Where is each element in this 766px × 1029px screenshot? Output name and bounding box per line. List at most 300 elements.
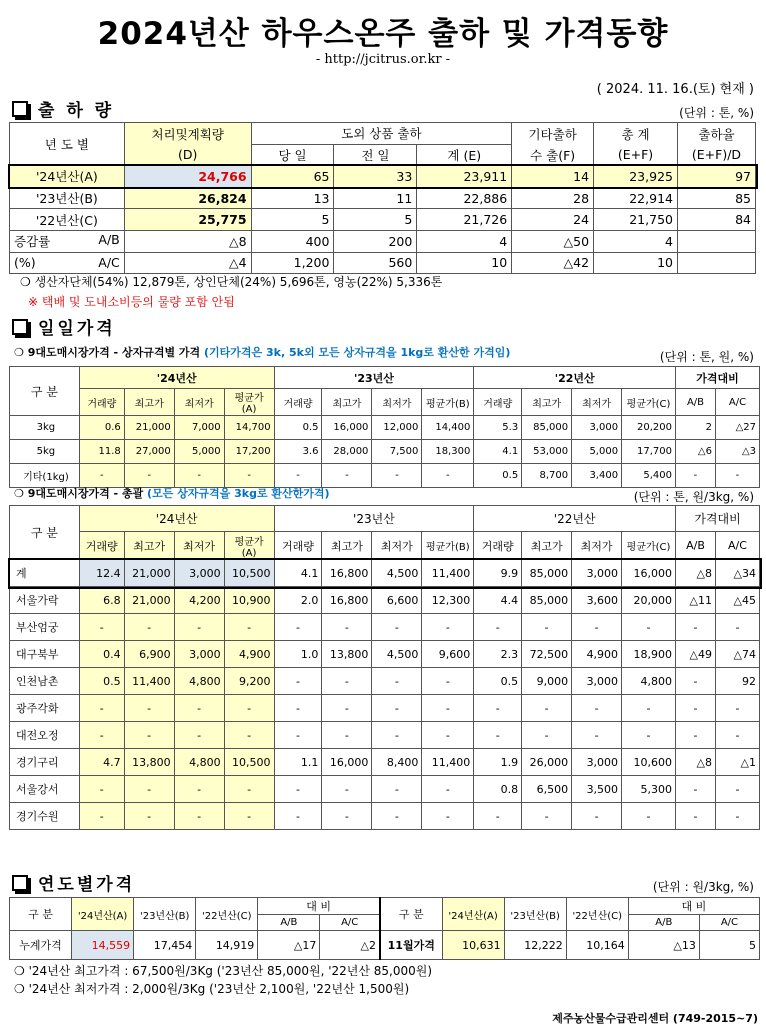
header-etc: 기타출하: [512, 123, 594, 145]
table-cell: 26,000: [522, 749, 572, 776]
table-cell: 14,700: [224, 416, 274, 440]
row-label: 11월가격: [380, 931, 442, 960]
site-url[interactable]: - http://jcitrus.or.kr -: [315, 52, 451, 67]
cell-prev: 560: [334, 252, 417, 274]
table-cell: -: [422, 668, 474, 695]
table-row: [10, 440, 760, 464]
table-cell: -: [224, 803, 274, 830]
cell-sum: 21,750: [594, 209, 678, 231]
subheading-total: [14, 485, 330, 501]
cell-c: 10,164: [566, 931, 628, 960]
table-cell: 8,400: [372, 749, 422, 776]
table-cell: -: [372, 695, 422, 722]
table-cell: 3,000: [572, 416, 622, 440]
header-ab: A/B: [676, 532, 716, 560]
table-cell: △27: [715, 416, 759, 440]
cell-b: 17,454: [134, 931, 196, 960]
table-cell: 4,800: [174, 749, 224, 776]
table-cell: -: [622, 722, 676, 749]
table-cell: -: [622, 803, 676, 830]
note-max-price: ❍ '24년산 최고가격 : 67,500원/3Kg ('23년산 85,000원, '22년산 85,000원): [14, 964, 433, 978]
table-cell: -: [572, 722, 622, 749]
table-cell: 16,800: [322, 560, 372, 587]
diff-label: 증감률: [14, 234, 51, 250]
table-row: [10, 209, 756, 231]
row-label: 경기수원: [10, 803, 80, 830]
header-y23: '23년산: [274, 506, 474, 532]
table-cell: 13,800: [124, 749, 174, 776]
table-row: [10, 230, 756, 252]
row-year: '23년산(B): [10, 187, 125, 209]
section-title: 연도별가격: [38, 875, 136, 895]
table-cell: -: [79, 722, 124, 749]
box-size-price-table: [9, 366, 760, 488]
note-excluded: ※ 택배 및 도내소비등의 물량 포함 안됨: [28, 295, 235, 309]
header-max: 최고가: [124, 532, 174, 560]
table-cell: 0.6: [79, 416, 124, 440]
market-total-table: [9, 505, 760, 830]
header-min: 최저가: [174, 389, 224, 416]
table-cell: 4.4: [474, 587, 522, 614]
cell-today: 1,200: [251, 252, 334, 274]
table-cell: -: [224, 695, 274, 722]
table-cell: 21,000: [124, 587, 174, 614]
table-cell: -: [676, 464, 716, 488]
table-cell: 4.1: [274, 560, 322, 587]
header-max: 최고가: [322, 389, 372, 416]
shipment-table: [9, 122, 756, 274]
table-row: [10, 614, 760, 641]
table-cell: △45: [715, 587, 759, 614]
table-cell: -: [174, 614, 224, 641]
table-cell: △6: [676, 440, 716, 464]
table-cell: 72,500: [522, 641, 572, 668]
cell-b: 12,222: [504, 931, 566, 960]
row-label: 누계가격: [10, 931, 72, 960]
table-row: [10, 464, 760, 488]
row-label: 5kg: [10, 440, 80, 464]
table-cell: △49: [676, 641, 716, 668]
table-cell: -: [372, 464, 422, 488]
header-min: 최저가: [572, 389, 622, 416]
row-label: 3kg: [10, 416, 80, 440]
cell-rate: [677, 252, 755, 274]
table-row: [10, 560, 760, 587]
header-cmp: 대 비: [258, 898, 380, 915]
header-cmp: 가격대비: [676, 367, 760, 389]
checkbox-square-icon: [12, 101, 28, 117]
cell-today: 13: [251, 187, 334, 209]
header-ac: A/C: [715, 389, 759, 416]
header-min: 최저가: [174, 532, 224, 560]
table-cell: 3,000: [174, 641, 224, 668]
table-cell: -: [79, 803, 124, 830]
table-cell: 12,000: [372, 416, 422, 440]
table-cell: 2.3: [474, 641, 522, 668]
subheading-box-size: [14, 344, 510, 360]
cell-a: 10,631: [442, 931, 504, 960]
table-cell: -: [522, 695, 572, 722]
table-cell: 13,800: [322, 641, 372, 668]
header-max: 최고가: [322, 532, 372, 560]
cell-etc: 28: [512, 187, 594, 209]
header-min: 최저가: [372, 532, 422, 560]
table-cell: 7,000: [174, 416, 224, 440]
table-cell: -: [174, 803, 224, 830]
cell-prev: 11: [334, 187, 417, 209]
table-cell: 16,000: [322, 416, 372, 440]
table-row: [10, 776, 760, 803]
table-cell: 4,200: [174, 587, 224, 614]
cell-prev: 33: [334, 166, 417, 188]
diff-label-cell: [10, 252, 125, 274]
row-label: 서울가락: [10, 587, 80, 614]
cell-total: 10: [417, 252, 512, 274]
table-cell: 11,400: [124, 668, 174, 695]
table-cell: -: [372, 668, 422, 695]
header-vol: 거래량: [474, 532, 522, 560]
table-cell: -: [474, 722, 522, 749]
header-cmp: 대 비: [628, 898, 759, 915]
table-cell: -: [274, 464, 322, 488]
row-label: 대구북부: [10, 641, 80, 668]
cell-etc: △50: [512, 230, 594, 252]
diff-key: A/B: [98, 232, 120, 248]
cell-rate: 97: [677, 166, 755, 188]
table-row: [10, 749, 760, 776]
table-cell: 9,200: [224, 668, 274, 695]
table-cell: 3.6: [274, 440, 322, 464]
table-cell: 4,900: [572, 641, 622, 668]
table-cell: 2.0: [274, 587, 322, 614]
table-cell: 0.5: [79, 668, 124, 695]
header-total: 계 (E): [417, 144, 512, 166]
table-cell: 27,000: [124, 440, 174, 464]
table-cell: -: [676, 722, 716, 749]
table-cell: 85,000: [522, 416, 572, 440]
table-cell: 6,900: [124, 641, 174, 668]
table-cell: △3: [715, 440, 759, 464]
table-cell: -: [124, 803, 174, 830]
row-label: 계: [10, 560, 80, 587]
table-cell: -: [522, 803, 572, 830]
table-cell: △34: [715, 560, 759, 587]
table-cell: -: [715, 803, 759, 830]
table-cell: -: [715, 776, 759, 803]
table-cell: -: [79, 695, 124, 722]
header-prev: 전 일: [334, 144, 417, 166]
table-cell: -: [572, 695, 622, 722]
table-cell: 5,300: [622, 776, 676, 803]
header-ac: A/C: [320, 915, 380, 931]
table-cell: -: [224, 464, 274, 488]
row-label: 인천남촌: [10, 668, 80, 695]
header-max: 최고가: [124, 389, 174, 416]
header-rate-sub: (E+F)/D: [677, 144, 755, 166]
table-row: [10, 803, 760, 830]
table-cell: 4,900: [224, 641, 274, 668]
cell-plan: △8: [124, 230, 251, 252]
table-cell: 3,400: [572, 464, 622, 488]
table-cell: -: [224, 776, 274, 803]
table-cell: 9.9: [474, 560, 522, 587]
table-cell: 10,500: [224, 560, 274, 587]
table-cell: -: [422, 776, 474, 803]
table-cell: -: [322, 803, 372, 830]
cell-today: 400: [251, 230, 334, 252]
table-cell: -: [274, 803, 322, 830]
header-y22: '22년산: [474, 367, 676, 389]
cell-today: 5: [251, 209, 334, 231]
table-cell: 0.8: [474, 776, 522, 803]
header-gubun: 구 분: [10, 506, 80, 560]
table-cell: 2: [676, 416, 716, 440]
table-cell: -: [322, 464, 372, 488]
table-cell: △11: [676, 587, 716, 614]
header-avg: 평균가(A): [224, 532, 274, 560]
table-cell: 16,800: [322, 587, 372, 614]
table-cell: 17,700: [622, 440, 676, 464]
table-cell: -: [372, 776, 422, 803]
header-y24: '24년산: [79, 367, 274, 389]
table-cell: -: [79, 614, 124, 641]
table-cell: -: [322, 776, 372, 803]
table-cell: 9,000: [522, 668, 572, 695]
yearly-price-table: [9, 897, 760, 960]
header-b: '23년산(B): [504, 898, 566, 931]
table-cell: -: [522, 614, 572, 641]
table-cell: 18,300: [422, 440, 474, 464]
table-cell: 7,500: [372, 440, 422, 464]
header-max: 최고가: [522, 532, 572, 560]
table-cell: 6.8: [79, 587, 124, 614]
header-avg: 평균가(B): [422, 532, 474, 560]
cell-etc: 14: [512, 166, 594, 188]
table-cell: -: [622, 614, 676, 641]
table-row: [10, 587, 760, 614]
header-ab: A/B: [628, 915, 699, 931]
header-vol: 거래량: [79, 389, 124, 416]
table-cell: 5.3: [474, 416, 522, 440]
table-row: [10, 695, 760, 722]
table-cell: -: [572, 803, 622, 830]
header-avg: 평균가(B): [422, 389, 474, 416]
subheading-note: (모든 상자규격을 3kg로 환산한가격): [147, 487, 330, 500]
table-cell: 0.5: [474, 668, 522, 695]
cell-total: 21,726: [417, 209, 512, 231]
section-daily-heading: [12, 314, 116, 339]
cell-ab: △17: [258, 931, 320, 960]
table-cell: △74: [715, 641, 759, 668]
table-cell: 4.1: [474, 440, 522, 464]
table-cell: -: [224, 614, 274, 641]
cell-sum: 10: [594, 252, 678, 274]
header-cmp: 가격대비: [676, 506, 760, 532]
header-min: 최저가: [572, 532, 622, 560]
table-cell: 16,000: [322, 749, 372, 776]
table-cell: 1.0: [274, 641, 322, 668]
table-cell: 10,900: [224, 587, 274, 614]
table-cell: -: [522, 722, 572, 749]
table-row: [10, 416, 760, 440]
section-title: 출 하 량: [38, 101, 115, 121]
table-cell: -: [174, 695, 224, 722]
table-cell: 3,600: [572, 587, 622, 614]
unit-label: (단위 : 톤, %): [679, 106, 754, 120]
table-row: [10, 931, 760, 960]
row-label: 부산엄궁: [10, 614, 80, 641]
unit-label: (단위 : 톤, 원/3kg, %): [633, 490, 754, 504]
cell-a: 14,559: [72, 931, 134, 960]
table-cell: -: [676, 803, 716, 830]
table-cell: 1.9: [474, 749, 522, 776]
cell-prev: 5: [334, 209, 417, 231]
header-c: '22년산(C): [566, 898, 628, 931]
table-cell: 0.5: [474, 464, 522, 488]
header-b: '23년산(B): [134, 898, 196, 931]
cell-total: 4: [417, 230, 512, 252]
header-c: '22년산(C): [196, 898, 258, 931]
table-cell: 21,000: [124, 416, 174, 440]
table-cell: -: [715, 722, 759, 749]
table-cell: 11,400: [422, 560, 474, 587]
header-plan: 처리및계획량: [124, 123, 251, 145]
page-title: 2024년산 하우스온주 출하 및 가격동향: [97, 16, 669, 52]
header-outside: 도외 상품 출하: [251, 123, 512, 145]
header-y24: '24년산: [79, 506, 274, 532]
header-year: 년 도 별: [10, 123, 125, 166]
footer-source: 제주농산물수급관리센터 (749-2015~7): [552, 1012, 758, 1025]
cell-plan: 25,775: [124, 209, 251, 231]
table-cell: -: [174, 464, 224, 488]
note-min-price: ❍ '24년산 최저가격 : 2,000원/3Kg ('23년산 2,100원, '22년산 1,500원): [14, 982, 410, 996]
table-cell: -: [79, 776, 124, 803]
table-cell: 85,000: [522, 587, 572, 614]
table-cell: 53,000: [522, 440, 572, 464]
table-cell: 3,500: [572, 776, 622, 803]
table-cell: 16,000: [622, 560, 676, 587]
table-cell: 6,600: [372, 587, 422, 614]
table-cell: 92: [715, 668, 759, 695]
table-row: [10, 668, 760, 695]
cell-c: 14,919: [196, 931, 258, 960]
cell-plan: 24,766: [124, 166, 251, 188]
table-cell: -: [715, 464, 759, 488]
table-cell: -: [124, 776, 174, 803]
table-cell: -: [274, 776, 322, 803]
table-cell: -: [322, 695, 372, 722]
table-cell: -: [274, 614, 322, 641]
header-a: '24년산(A): [442, 898, 504, 931]
table-row: [10, 252, 756, 274]
checkbox-square-icon: [12, 875, 28, 891]
table-cell: 12,300: [422, 587, 474, 614]
table-cell: 4,500: [372, 641, 422, 668]
subheading-text: ❍ 9대도매시장가격 - 상자규격별 가격: [14, 346, 201, 359]
table-cell: -: [124, 722, 174, 749]
table-row: [10, 722, 760, 749]
table-cell: 10,500: [224, 749, 274, 776]
table-row: [10, 641, 760, 668]
table-cell: 3,000: [174, 560, 224, 587]
table-cell: 6,500: [522, 776, 572, 803]
header-max: 최고가: [522, 389, 572, 416]
table-cell: 18,900: [622, 641, 676, 668]
table-cell: -: [124, 695, 174, 722]
header-y23: '23년산: [274, 367, 474, 389]
subheading-text: ❍ 9대도매시장가격 - 총괄: [14, 487, 144, 500]
header-y22: '22년산: [474, 506, 676, 532]
table-cell: -: [322, 614, 372, 641]
header-vol: 거래량: [79, 532, 124, 560]
header-today: 당 일: [251, 144, 334, 166]
header-gubun: 구 분: [10, 367, 80, 416]
checkbox-square-icon: [12, 319, 28, 335]
table-row: [10, 166, 756, 188]
table-cell: 5,000: [174, 440, 224, 464]
section-yearly-heading: [12, 870, 135, 895]
table-cell: -: [372, 614, 422, 641]
cell-ac: 5: [699, 931, 759, 960]
table-cell: -: [274, 722, 322, 749]
table-cell: 10,600: [622, 749, 676, 776]
header-vol: 거래량: [274, 532, 322, 560]
report-date: ( 2024. 11. 16.(토) 현재 ): [596, 82, 754, 97]
table-cell: -: [422, 464, 474, 488]
table-cell: -: [572, 614, 622, 641]
table-cell: -: [79, 464, 124, 488]
table-cell: -: [474, 614, 522, 641]
header-plan-sub: (D): [124, 144, 251, 166]
table-cell: 11,400: [422, 749, 474, 776]
table-cell: △8: [676, 560, 716, 587]
table-cell: 20,200: [622, 416, 676, 440]
table-cell: -: [676, 776, 716, 803]
cell-total: 22,886: [417, 187, 512, 209]
cell-sum: 4: [594, 230, 678, 252]
header-etc-sub: 수 출(F): [512, 144, 594, 166]
row-year: '22년산(C): [10, 209, 125, 231]
table-cell: 4.7: [79, 749, 124, 776]
diff-label: (%): [14, 255, 36, 271]
diff-label-cell: [10, 230, 125, 252]
row-label: 서울강서: [10, 776, 80, 803]
header-ab: A/B: [676, 389, 716, 416]
table-cell: -: [124, 464, 174, 488]
cell-plan: △4: [124, 252, 251, 274]
header-ab: A/B: [258, 915, 320, 931]
table-cell: 12.4: [79, 560, 124, 587]
table-cell: -: [322, 668, 372, 695]
table-cell: 3,000: [572, 560, 622, 587]
header-vol: 거래량: [474, 389, 522, 416]
row-label: 광주각화: [10, 695, 80, 722]
table-cell: 0.5: [274, 416, 322, 440]
cell-total: 23,911: [417, 166, 512, 188]
table-cell: -: [474, 803, 522, 830]
header-sum: 총 계: [594, 123, 678, 145]
header-avg: 평균가(C): [622, 389, 676, 416]
table-cell: 21,000: [124, 560, 174, 587]
table-cell: -: [422, 803, 474, 830]
header-vol: 거래량: [274, 389, 322, 416]
table-cell: 17,200: [224, 440, 274, 464]
header-avg: 평균가(A): [224, 389, 274, 416]
row-label: 경기구리: [10, 749, 80, 776]
table-cell: 20,000: [622, 587, 676, 614]
header-sum-sub: (E+F): [594, 144, 678, 166]
table-cell: △8: [676, 749, 716, 776]
